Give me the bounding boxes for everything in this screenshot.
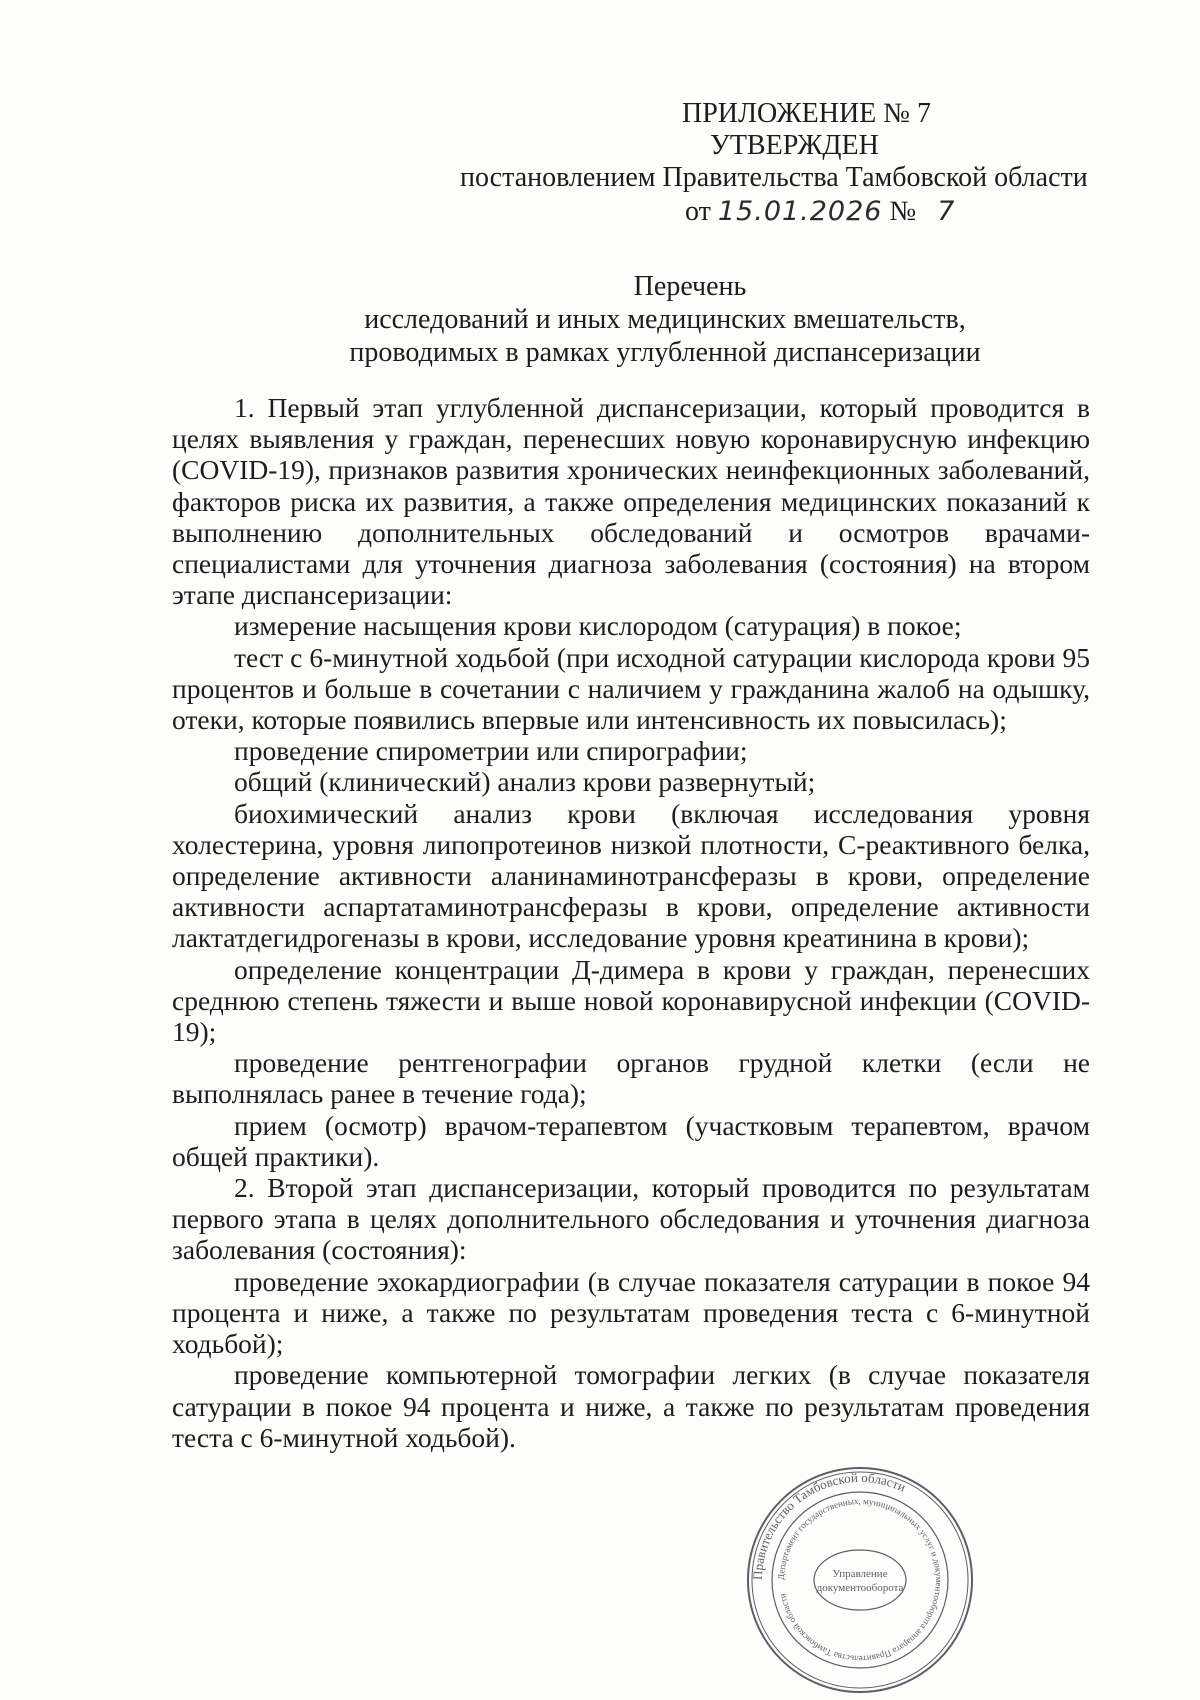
date-prefix: от <box>685 196 711 227</box>
section-1-intro: 1. Первый этап углубленной диспансеризации, который проводится в целях выявления у граждан, перенесших новую коронавирусную инфекцию (COVID-19), признаков развития хронических неинфекционных заболеваний, факторов риска их развития, а также определения медицинских показаний к выполнению дополнительных обследований и осмотров врачами-специалистами для уточнения диагноза заболевания (состояния) на втором этапе диспансеризации: <box>172 392 1090 611</box>
official-seal <box>740 1460 980 1700</box>
section-1-item: измерение насыщения крови кислородом (сатурация) в покое; <box>234 610 962 642</box>
decree-date-line <box>460 196 1120 228</box>
section-1-item: общий (клинический) анализ крови развернутый; <box>234 766 816 798</box>
handwritten-date: 15.01.2026 <box>717 196 883 227</box>
seal-inner-text: Департамент государственных, муниципальных услуг и документооборота аппарата Правительства Тамбовской области <box>775 1495 945 1665</box>
title-line-2: исследований и иных медицинских вмешательств, <box>364 304 966 335</box>
section-2-intro: 2. Второй этап диспансеризации, который проводится по результатам первого этапа в целях дополнительного обследования и уточнения диагноза заболевания (состояния): <box>172 1172 1090 1266</box>
section-1-item: тест с 6-минутной ходьбой (при исходной сатурации кислорода крови 95 процентов и больше в сочетании с наличием у гражданина жалоб на одышку, отеки, которые появились впервые или интенсивность их повысилась); <box>172 641 1090 736</box>
section-1-item: проведение рентгенографии органов грудной клетки (если не выполнялась ранее в течение года); <box>172 1047 1090 1110</box>
section-1-item: прием (осмотр) врачом-терапевтом (участковым терапевтом, врачом общей практики). <box>172 1109 1090 1172</box>
section-2-item: проведение эхокардиографии (в случае показателя сатурации в покое 94 процента и ниже, а также по результатам проведения теста с 6-минутной ходьбой); <box>172 1265 1090 1360</box>
seal-center-line-2: документооборота <box>816 1582 904 1594</box>
section-1-item: проведение спирометрии или спирографии; <box>234 735 748 767</box>
seal-outer-text: Правительство Тамбовской области <box>749 1469 909 1581</box>
decree-line: постановлением Правительства Тамбовской области <box>460 162 1088 193</box>
seal-center-line-1: Управление <box>832 1568 888 1580</box>
section-1-item: биохимический анализ крови (включая исследования уровня холестерина, уровня липопротеинов низкой плотности, С-реактивного белка, определение активности аланинаминотрансферазы в крови, определение активности аспартатаминотрансферазы в крови, определение активности лактатдегидрогеназы в крови, исследование уровня креатинина в крови); <box>172 797 1090 954</box>
handwritten-number: 7 <box>937 196 956 227</box>
number-sign: № <box>889 196 917 227</box>
title-line-3: проводимых в рамках углубленной диспансеризации <box>349 337 981 368</box>
approved-label: УТВЕРЖДЕН <box>710 130 879 161</box>
appendix-number: ПРИЛОЖЕНИЕ № 7 <box>682 98 931 129</box>
title-line-1: Перечень <box>633 271 747 302</box>
section-2-item: проведение компьютерной томографии легких (в случае показателя сатурации в покое 94 процента и ниже, а также по результатам проведения теста с 6-минутной ходьбой). <box>172 1359 1090 1453</box>
document-title <box>0 270 1200 369</box>
section-1-item: определение концентрации Д-димера в крови у граждан, перенесших среднюю степень тяжести и выше новой коронавирусной инфекции (COVID-19); <box>172 953 1090 1048</box>
document-body <box>172 392 1090 1453</box>
approval-header <box>460 98 1120 228</box>
